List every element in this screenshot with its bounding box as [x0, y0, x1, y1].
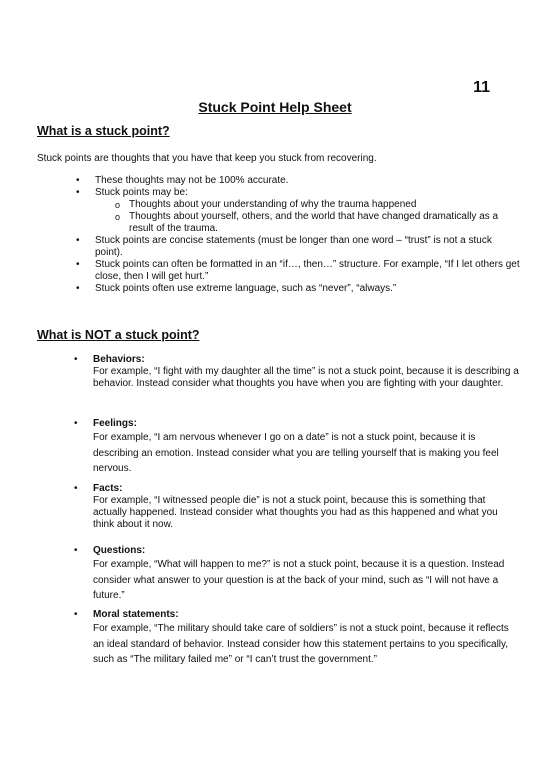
item-label: • Feelings:	[93, 418, 137, 429]
item-label: • Behaviors:	[93, 354, 145, 365]
stuck-point-bullet-list	[95, 175, 520, 295]
page-title: Stuck Point Help Sheet	[198, 99, 352, 115]
list-item: • Stuck points may be: o Thoughts about your understanding of why the trauma happened o Thoughts about yourself, others, and the world that have changed dramatically as a result of the trauma.	[95, 187, 520, 235]
item-label: • Facts:	[93, 483, 123, 494]
list-item: • Stuck points are concise statements (must be longer than one word – “trust” is not a stuck point).	[95, 235, 520, 259]
intro-paragraph: Stuck points are thoughts that you have that keep you stuck from recovering.	[37, 153, 377, 164]
not-stuck-point-item-facts	[93, 483, 519, 531]
list-item: • Stuck points can often be formatted in an “if…, then…” structure. For example, “If I let others get close, then I will get hurt.”	[95, 259, 520, 283]
sub-list-item: o Thoughts about your understanding of why the trauma happened	[95, 199, 520, 211]
section-heading-what-is-not: What is NOT a stuck point?	[37, 328, 200, 342]
item-description: For example, “I am nervous whenever I go on a date” is not a stuck point, because it is describing an emotion. Instead consider what you are telling yourself that is making you feel nervous.	[93, 432, 499, 474]
not-stuck-point-item-behaviors	[93, 354, 519, 390]
section-heading-what-is: What is a stuck point?	[37, 124, 170, 138]
page-number: 11	[473, 79, 490, 96]
item-label: • Questions:	[93, 545, 146, 556]
not-stuck-point-item-moral-statements	[93, 609, 519, 668]
sub-bullet-list	[95, 199, 520, 235]
not-stuck-point-item-questions	[93, 545, 519, 604]
item-description: For example, “What will happen to me?” is not a stuck point, because it is a question. Instead consider what answer to your question is at the back of your mind, such as “I will not have a future.”	[93, 559, 505, 601]
item-description: For example, “I fight with my daughter all the time” is not a stuck point, because it is describing a behavior. Instead consider what thoughts you have when you are fighting with your daughter.	[93, 366, 519, 389]
item-label: • Moral statements:	[93, 609, 179, 620]
list-item: • These thoughts may not be 100% accurate.	[95, 175, 520, 187]
item-description: For example, “The military should take care of soldiers” is not a stuck point, because it reflects an ideal standard of behavior. Instead consider how this statement pertains to you specifically, such as “The military failed me” or “I can’t trust the government.”	[93, 623, 509, 665]
item-description: For example, “I witnessed people die” is not a stuck point, because this is something that actually happened. Instead consider what thoughts you had as this happened and what you think about it now.	[93, 495, 498, 530]
not-stuck-point-item-feelings	[93, 418, 519, 477]
list-item: • Stuck points often use extreme language, such as “never”, “always.”	[95, 283, 520, 295]
sub-list-item: o Thoughts about yourself, others, and the world that have changed dramatically as a result of the trauma.	[95, 211, 520, 235]
